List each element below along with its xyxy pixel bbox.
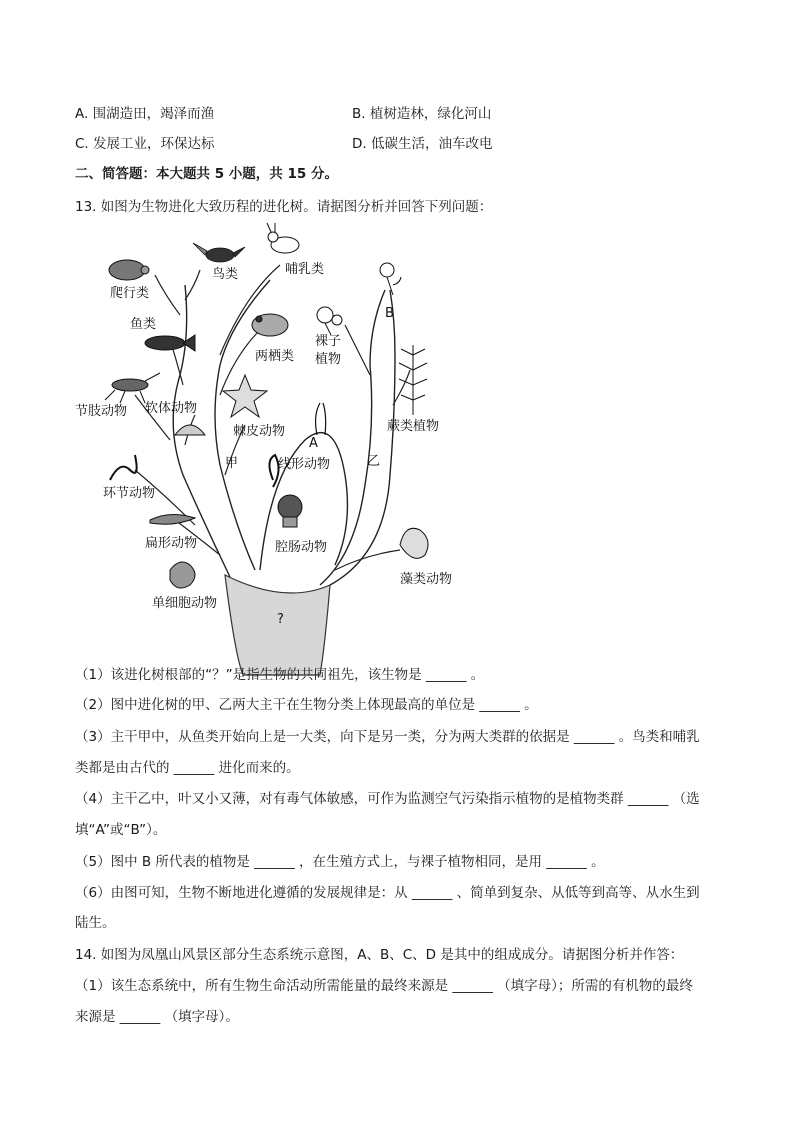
q13-stem: 13. 如图为生物进化大致历程的进化树。请据图分析并回答下列问题： xyxy=(75,199,493,215)
branch-amphibians xyxy=(220,330,260,395)
cone-plant-icon xyxy=(317,307,342,335)
branch-reptiles xyxy=(155,275,180,315)
label-coelenterates: 腔肠动物 xyxy=(275,540,328,555)
q13-sub5: （5）图中 B 所代表的植物是 ______ ，在生殖方式上，与裸子植物相同，是用 ______ 。 xyxy=(75,854,605,870)
shell-icon xyxy=(175,425,205,435)
q13-sub4-line2: 填“A”或“B”）。 xyxy=(75,822,167,838)
q13-sub3-line2: 类都是由古代的 ______ 进化而来的。 xyxy=(75,760,300,776)
label-flatworms: 扁形动物 xyxy=(145,536,198,551)
frog-icon xyxy=(252,314,288,336)
rabbit-icon xyxy=(267,223,299,253)
label-annelids: 环节动物 xyxy=(103,486,156,501)
label-algae: 藻类动物 xyxy=(400,572,453,587)
option-d: D. 低碳生活，油车改电 xyxy=(352,136,493,152)
bird-icon xyxy=(193,243,245,262)
label-gymnosperm-1: 裸子 xyxy=(315,334,342,349)
option-c: C. 发展工业，环保达标 xyxy=(75,136,215,152)
label-jia: 甲 xyxy=(225,456,239,471)
label-yi: 乙 xyxy=(367,454,381,469)
label-protozoa: 单细胞动物 xyxy=(152,596,218,611)
label-nematodes: 线形动物 xyxy=(278,457,331,472)
insect-icon xyxy=(105,373,160,403)
moss-icon xyxy=(316,403,326,435)
label-b: B xyxy=(385,306,394,321)
fern-icon xyxy=(399,345,427,415)
label-a: A xyxy=(309,436,318,451)
q13-sub1: （1）该进化树根部的“？”是指生物的共同祖先，该生物是 ______ 。 xyxy=(75,667,485,683)
q14-stem: 14. 如图为凤凰山风景区部分生态系统示意图，A、B、C、D 是其中的组成成分。请据图分析并作答： xyxy=(75,947,684,963)
label-birds: 鸟类 xyxy=(212,267,239,282)
label-mammals: 哺乳类 xyxy=(285,262,325,277)
label-amphibians: 两栖类 xyxy=(255,349,295,364)
label-echinoderms: 棘皮动物 xyxy=(233,424,286,439)
hydra-icon xyxy=(278,495,302,527)
q14-sub1-line2: 来源是 ______ （填字母）。 xyxy=(75,1009,239,1025)
flatworm-icon xyxy=(150,514,195,524)
label-fish: 鱼类 xyxy=(130,317,157,332)
option-b: B. 植树造林，绿化河山 xyxy=(352,106,492,122)
starfish-icon xyxy=(223,375,267,417)
q13-sub6-line2: 陆生。 xyxy=(75,915,116,931)
fish-icon xyxy=(145,335,195,351)
label-mollusks: 软体动物 xyxy=(145,401,198,416)
amoeba-icon xyxy=(170,562,195,588)
label-ferns: 蕨类植物 xyxy=(387,419,440,434)
label-gymnosperm-2: 植物 xyxy=(315,352,342,367)
algae-icon xyxy=(400,528,428,558)
option-a: A. 围湖造田，竭泽而渔 xyxy=(75,106,215,122)
tortoise-icon xyxy=(109,260,149,280)
label-reptiles: 爬行类 xyxy=(110,286,150,301)
q13-sub6-line1: （6）由图可知，生物不断地进化遵循的发展规律是：从 ______ 、简单到复杂、从低等到高等、从水生到 xyxy=(75,885,700,901)
label-root-question: ? xyxy=(277,612,284,627)
worm-icon xyxy=(110,455,137,480)
branch-gymnosperm xyxy=(345,325,370,375)
q13-sub4-line1: （4）主干乙中，叶又小又薄，对有毒气体敏感，可作为监测空气污染指示植物的是植物类群 ______ （选 xyxy=(75,791,700,807)
q13-sub2: （2）图中进化树的甲、乙两大主干在生物分类上体现最高的单位是 ______ 。 xyxy=(75,697,538,713)
q14-sub1-line1: （1）该生态系统中，所有生物生命活动所需能量的最终来源是 ______ （填字母）；所需的有机物的最终 xyxy=(75,978,693,994)
branch-birds xyxy=(185,270,200,300)
q13-sub3-line1: （3）主干甲中，从鱼类开始向上是一大类，向下是另一类，分为两大类群的依据是 ______ 。鸟类和哺乳 xyxy=(75,729,700,745)
section-heading: 二、简答题：本大题共 5 小题，共 15 分。 xyxy=(75,166,338,182)
label-arthropods: 节肢动物 xyxy=(75,404,128,419)
